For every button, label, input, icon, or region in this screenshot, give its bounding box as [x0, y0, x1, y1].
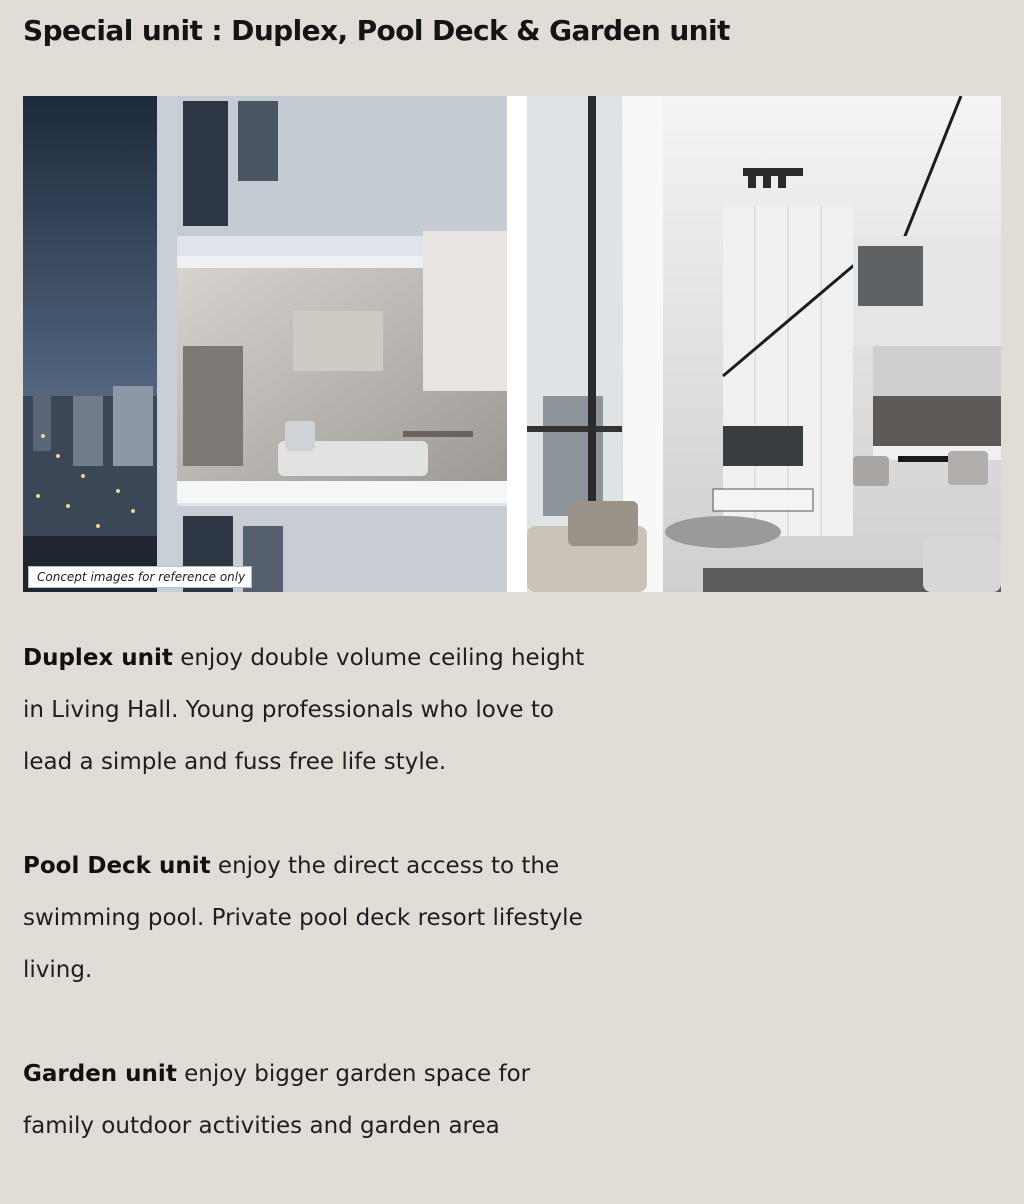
- pool-deck-title: Pool Deck unit: [23, 853, 211, 879]
- right-render: [527, 96, 1001, 592]
- left-render: [23, 96, 507, 592]
- hero-image: [23, 96, 1001, 592]
- duplex-body: enjoy double volume ceiling height in Living Hall. Young professionals who love to lead a simple and fuss free life style.: [23, 645, 585, 775]
- garden-body: enjoy bigger garden space for family outdoor activities and garden area: [23, 1061, 531, 1139]
- concept-caption: Concept images for reference only: [28, 566, 252, 588]
- unit-descriptions: [23, 632, 603, 1204]
- garden-title: Garden unit: [23, 1061, 177, 1087]
- pool-deck-body: enjoy the direct access to the swimming pool. Private pool deck resort lifestyle living.: [23, 853, 583, 983]
- duplex-paragraph: [23, 632, 603, 788]
- pool-deck-paragraph: [23, 840, 603, 996]
- garden-paragraph: [23, 1048, 603, 1152]
- page-title: Special unit : Duplex, Pool Deck & Garden unit: [23, 14, 730, 47]
- hero-render: [23, 96, 1001, 592]
- duplex-title: Duplex unit: [23, 645, 173, 671]
